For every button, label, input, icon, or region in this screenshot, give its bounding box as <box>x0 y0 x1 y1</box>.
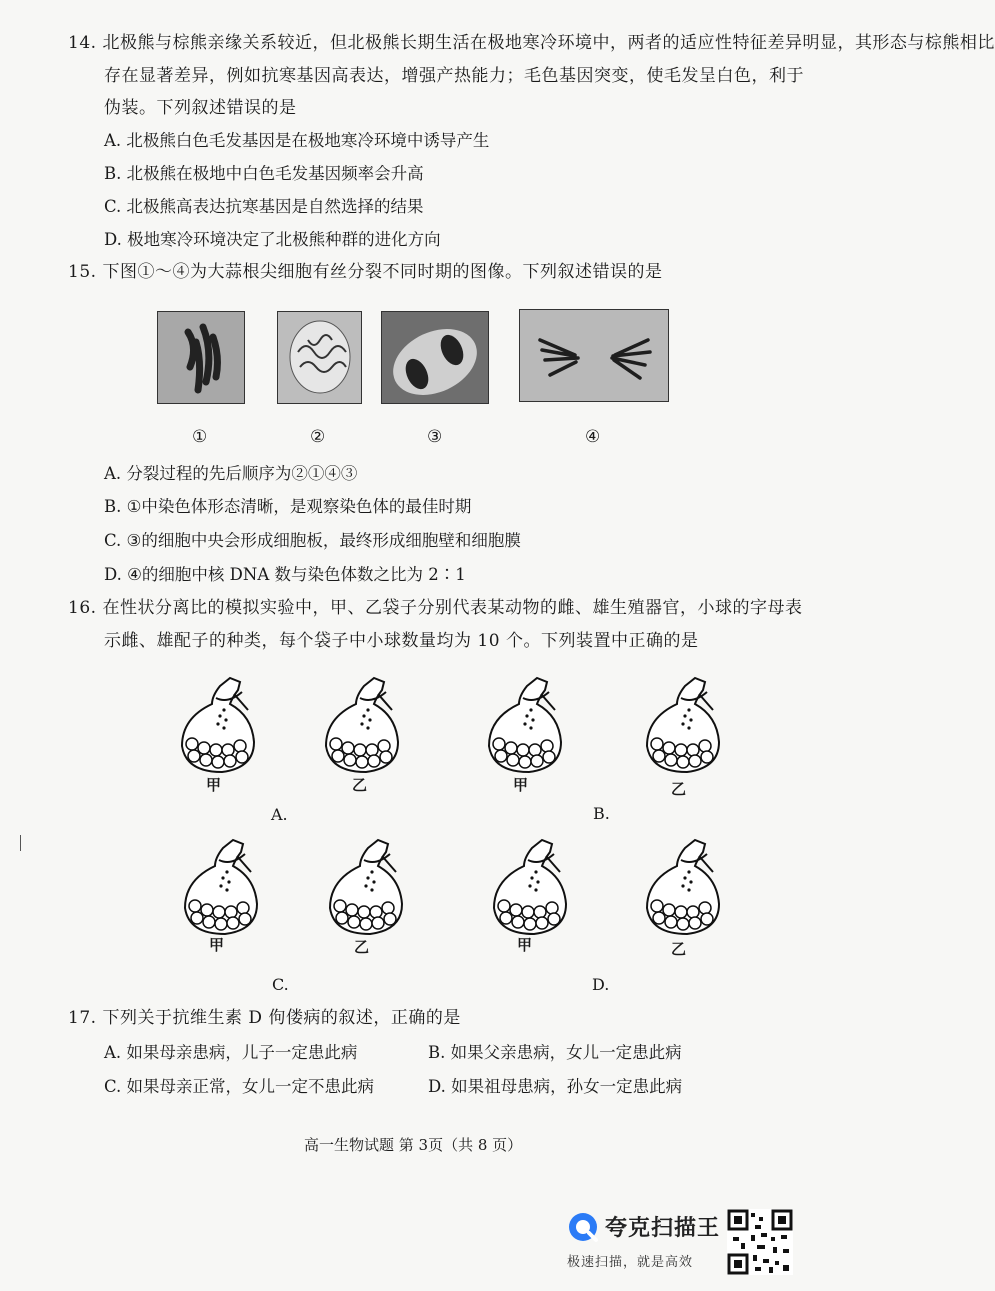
bag-label-a-jia: 甲 <box>206 776 222 794</box>
bag-label-c-jia: 甲 <box>209 936 225 954</box>
q16-option-c-letter: C. <box>272 975 289 994</box>
q16-option-b-letter: B. <box>593 804 610 823</box>
scanner-watermark <box>565 1207 795 1277</box>
bag-b-yi <box>647 678 719 772</box>
cell-label-4: ④ <box>585 427 601 447</box>
q16-option-d-letter: D. <box>592 975 610 994</box>
app-slogan: 极速扫描，就是高效 <box>567 1255 694 1270</box>
margin-mark <box>20 835 21 851</box>
q14-option-d: D. 极地寒冷环境决定了北极熊种群的进化方向 <box>104 230 441 249</box>
page-footer: 高一生物试题 第 3页（共 8 页） <box>304 1136 523 1154</box>
quark-logo-icon <box>567 1211 599 1243</box>
q15-option-c: C. ③的细胞中央会形成细胞板，最终形成细胞壁和细胞膜 <box>104 531 521 550</box>
cell-label-2: ② <box>310 427 326 447</box>
bag-label-c-yi: 乙 <box>354 938 370 956</box>
bag-d-jia <box>494 840 566 934</box>
cell-label-1: ① <box>192 427 208 447</box>
q16-line2: 示雌、雄配子的种类，每个袋子中小球数量均为 10 个。下列装置中正确的是 <box>104 631 699 651</box>
q15-option-b: B. ①中染色体形态清晰，是观察染色体的最佳时期 <box>104 497 472 516</box>
q16-option-a-letter: A. <box>271 805 288 824</box>
bag-b-jia <box>489 678 561 772</box>
q17-option-a: A. 如果母亲患病，儿子一定患此病 <box>104 1043 358 1062</box>
q17-option-c: C. 如果母亲正常，女儿一定不患此病 <box>104 1077 375 1096</box>
bag-a-jia <box>182 678 254 772</box>
q17-option-d: D. 如果祖母患病，孙女一定患此病 <box>428 1077 683 1096</box>
app-name: 夸克扫描王 <box>605 1216 721 1241</box>
bag-label-b-jia: 甲 <box>513 776 529 794</box>
q16-line1: 16. 在性状分离比的模拟实验中，甲、乙袋子分别代表某动物的雌、雄生殖器官，小球的字母表 <box>68 598 803 618</box>
bag-c-yi <box>330 840 402 934</box>
cell-label-3: ③ <box>427 427 443 447</box>
bag-label-a-yi: 乙 <box>352 776 368 794</box>
bag-d-yi <box>647 840 719 934</box>
q14-option-c: C. 北极熊高表达抗寒基因是自然选择的结果 <box>104 197 424 216</box>
bag-label-d-yi: 乙 <box>671 940 687 958</box>
bag-c-jia <box>185 840 257 934</box>
q15-option-a: A. 分裂过程的先后顺序为②①④③ <box>104 464 358 483</box>
q15-option-d: D. ④的细胞中核 DNA 数与染色体数之比为 2∶1 <box>104 565 466 584</box>
q14-line2: 存在显著差异，例如抗寒基因高表达，增强产热能力；毛色基因突变，使毛发呈白色，利于 <box>104 66 804 86</box>
q14-option-a: A. 北极熊白色毛发基因是在极地寒冷环境中诱导产生 <box>104 131 490 150</box>
bag-label-d-jia: 甲 <box>517 936 533 954</box>
q14-option-b: B. 北极熊在极地中白色毛发基因频率会升高 <box>104 164 424 183</box>
q17-option-b: B. 如果父亲患病，女儿一定患此病 <box>428 1043 682 1062</box>
q17-title: 17. 下列关于抗维生素 D 佝偻病的叙述，正确的是 <box>68 1008 461 1028</box>
q14-line1: 14. 北极熊与棕熊亲缘关系较近，但北极熊长期生活在极地寒冷环境中，两者的适应性特征差异明显，其形态与棕熊相比 <box>68 33 995 53</box>
bag-a-yi <box>326 678 398 772</box>
q15-title: 15. 下图①～④为大蒜根尖细胞有丝分裂不同时期的图像。下列叙述错误的是 <box>68 262 663 282</box>
qr-code-icon <box>727 1209 793 1275</box>
bag-label-b-yi: 乙 <box>671 780 687 798</box>
q14-line3: 伪装。下列叙述错误的是 <box>104 98 297 118</box>
